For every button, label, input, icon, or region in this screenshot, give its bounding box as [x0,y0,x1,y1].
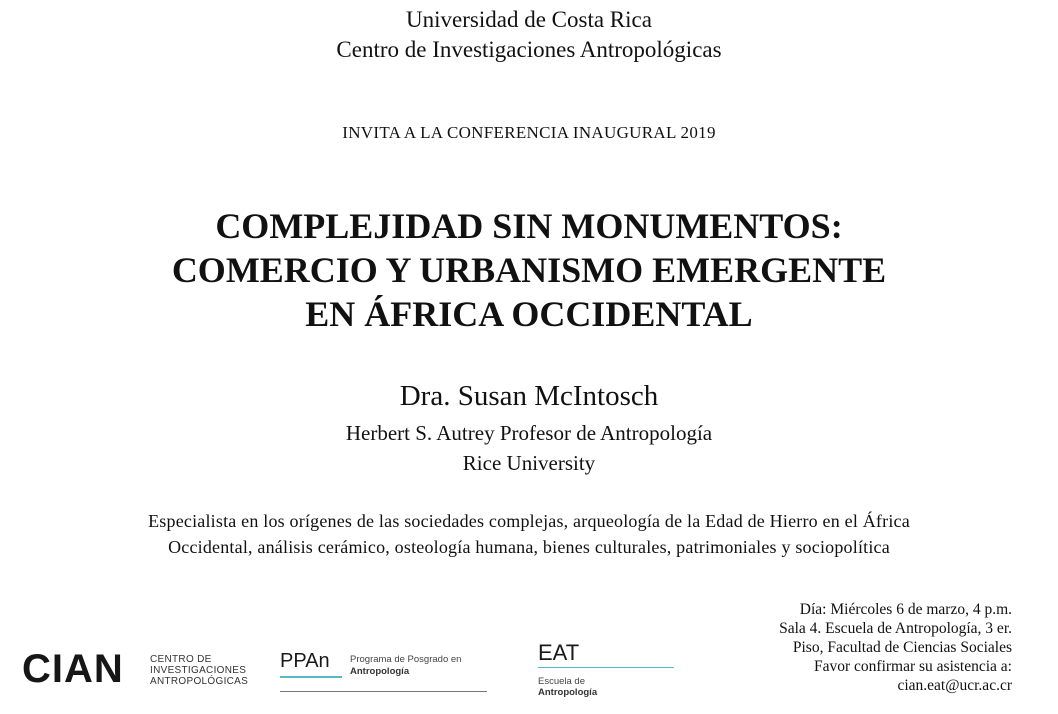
rsvp-label: Favor confirmar su asistencia a: [814,658,1012,675]
title-line-2: COMERCIO Y URBANISMO EMERGENTE [171,250,887,290]
event-floor: Piso, Facultad de Ciencias Sociales [792,639,1012,656]
cian-logo-word: CIAN [22,647,124,691]
ppan-logo [280,650,490,695]
ppan-field-label: Antropología [350,666,410,677]
cian-desc-line: ANTROPOLÓGICAS [150,676,249,687]
ppan-accent-bar [280,676,342,678]
event-details [712,600,1012,695]
rsvp-email[interactable]: cian.eat@ucr.ac.cr [897,677,1012,694]
event-date: Día: Miércoles 6 de marzo, 4 p.m. [799,601,1012,618]
speaker-position: Herbert S. Autrey Profesor de Antropología [345,421,713,445]
speaker-bio [0,508,1058,560]
bio-line-2: Occidental, análisis cerámico, osteología humana, bienes culturales, patrimoniales y sociopolítica [168,537,890,557]
invitation-line: INVITA A LA CONFERENCIA INAUGURAL 2019 [342,123,716,142]
speaker-institution: Rice University [462,451,596,475]
conference-title [0,204,1058,336]
eat-logo-word: EAT [538,640,580,665]
speaker-name: Dra. Susan McIntosch [399,380,659,412]
cian-desc-line: INVESTIGACIONES [150,665,247,676]
research-center-name: Centro de Investigaciones Antropológicas [336,37,722,62]
ppan-logo-word: PPAn [280,650,330,672]
title-line-3: EN ÁFRICA OCCIDENTAL [305,294,753,334]
ppan-program-label: Programa de Posgrado en [350,654,462,665]
eat-school-label: Escuela de [538,676,586,687]
eat-logo [538,640,678,700]
ppan-divider [280,691,487,692]
bio-line-1: Especialista en los orígenes de las sociedades complejas, arqueología de la Edad de Hierro en el África [148,511,910,531]
cian-logo-description [150,654,270,687]
university-name: Universidad de Costa Rica [406,7,652,32]
cian-desc-line: CENTRO DE [150,654,212,665]
eat-field-label: Antropología [538,687,598,698]
title-line-1: COMPLEJIDAD SIN MONUMENTOS: [215,206,843,246]
event-room: Sala 4. Escuela de Antropología, 3 er. [779,620,1012,637]
eat-accent-bar [538,667,674,668]
